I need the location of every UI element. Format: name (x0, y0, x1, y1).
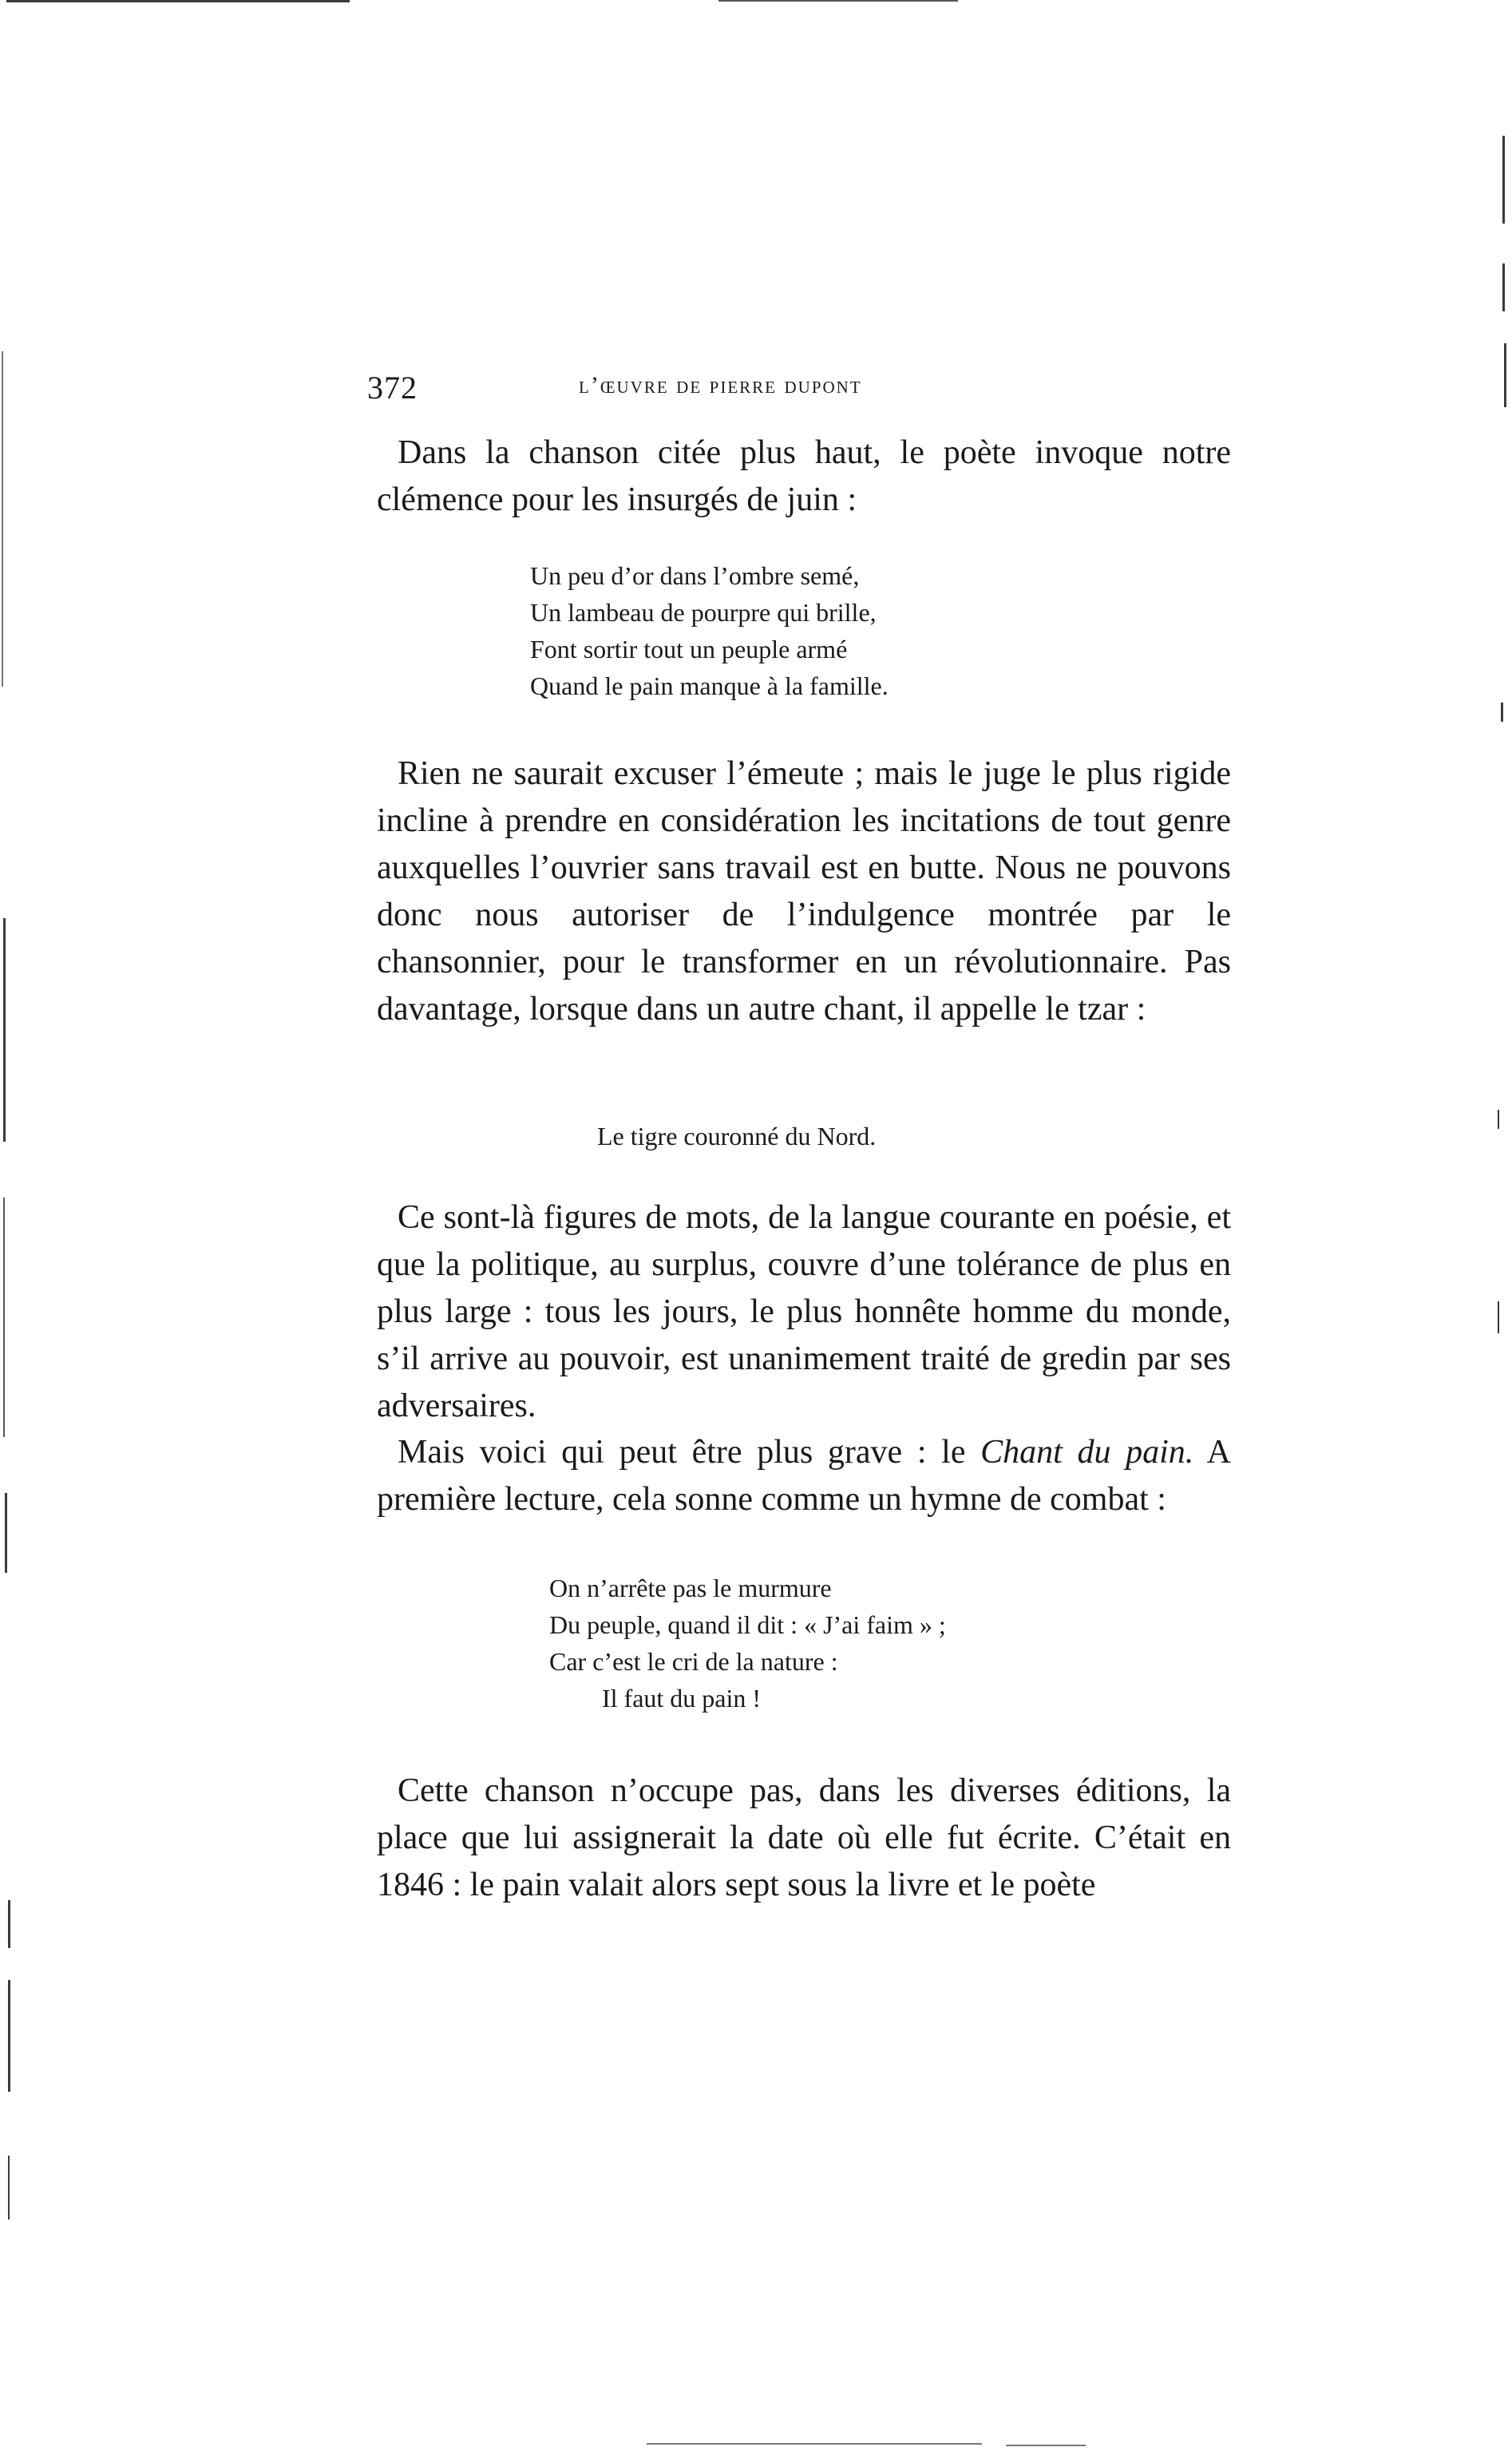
scan-edge-line (718, 0, 958, 2)
scan-edge-mark (1502, 136, 1505, 224)
scan-edge-mark (3, 918, 6, 1142)
verse-quote (597, 1118, 876, 1154)
scan-edge-mark (1498, 1110, 1499, 1129)
scan-edge-mark (1504, 343, 1506, 407)
scan-edge-mark (1501, 703, 1503, 722)
page-header (367, 369, 1245, 417)
running-title: l’œuvre de pierre dupont (579, 372, 862, 398)
scan-edge-mark (2, 351, 3, 687)
scan-edge-mark (8, 1900, 10, 1948)
song-title: Chant du pain. (980, 1434, 1194, 1471)
paragraph-text: A première lecture, cela sonne comme un hymne de combat : (377, 1434, 1231, 1518)
scan-edge-line (1006, 2445, 1086, 2446)
scan-edge-mark (8, 2156, 10, 2219)
verse-line: On n’arrête pas le murmure (549, 1574, 832, 1602)
verse-line: Un lambeau de pourpre qui brille, (530, 598, 877, 627)
verse-quote (549, 1570, 946, 1717)
verse-line: Un peu d’or dans l’ombre semé, (530, 561, 860, 590)
scan-edge-mark (1498, 1301, 1499, 1333)
paragraph: Dans la chanson citée plus haut, le poète invoque notre clémence pour les insurgés de juin : (377, 434, 1231, 518)
scan-edge-line (647, 2443, 982, 2445)
scan-edge-mark (5, 1493, 7, 1573)
verse-line: Quand le pain manque à la famille. (530, 671, 889, 700)
verse-line: Font sortir tout un peuple armé (530, 635, 848, 663)
scan-edge-mark (1502, 263, 1505, 311)
verse-quote (530, 557, 889, 704)
scan-edge-mark (3, 1198, 5, 1437)
scan-edge-line (6, 0, 350, 2)
scan-edge-mark (8, 1980, 10, 2092)
paragraph: Rien ne saurait excuser l’émeute ; mais le juge le plus rigide incline à prendre en considération les incitations de tout genre auxquelles l’ouvrier sans travail est en butte. Nous ne pouvons donc nous autoriser de l’indulgence montrée par le chansonnier, pour le transformer en un révolutionnaire. Pas davantage, lorsque dans un autre chant, il appelle le tzar : (377, 755, 1231, 1028)
verse-line: Du peuple, quand il dit : « J’ai faim » ; (549, 1610, 946, 1639)
paragraph: Ce sont-là figures de mots, de la langue courante en poésie, et que la politique, au surplus, couvre d’une tolérance de plus en plus large : tous les jours, le plus honnête homme du monde, s’il arrive au pouvoir, est unanimement traité de gredin par ses adversaires. (377, 1199, 1231, 1424)
paragraph (377, 1429, 1231, 1523)
verse-line: Il faut du pain ! (602, 1684, 762, 1713)
verse-line: Car c’est le cri de la nature : (549, 1647, 838, 1676)
paragraph-text: Mais voici qui peut être plus grave : le (398, 1434, 981, 1471)
paragraph: Cette chanson n’occupe pas, dans les diverses éditions, la place que lui assignerait la date où elle fut écrite. C’était en 1846 : le pain valait alors sept sous la livre et le poète (377, 1772, 1231, 1903)
page-number: 372 (367, 370, 418, 406)
verse-line: Le tigre couronné du Nord. (597, 1122, 877, 1150)
